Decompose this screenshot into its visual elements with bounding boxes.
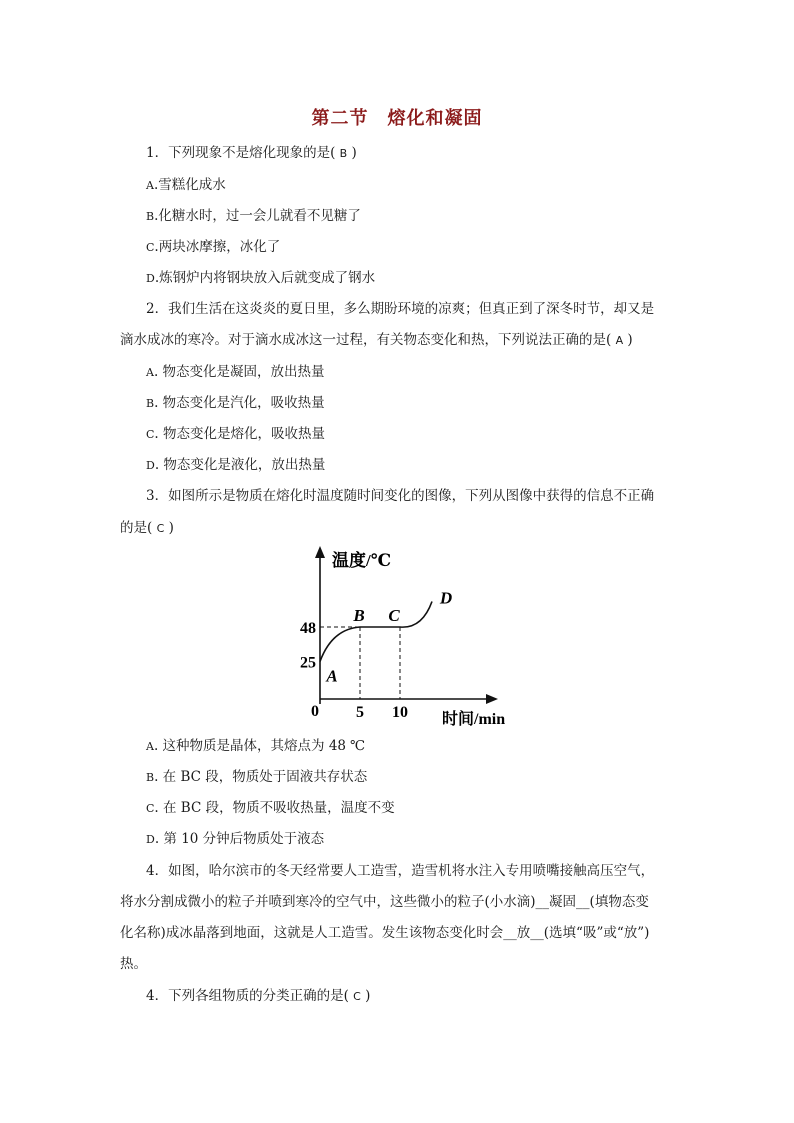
question-3-option-a: A. 这种物质是晶体，其熔点为 48 ℃ — [146, 738, 366, 754]
point-label-d: D — [439, 588, 453, 608]
y-tick-label-48: 48 — [300, 620, 316, 637]
question-1-option-c: C.两块冰摩擦，冰化了 — [146, 239, 281, 255]
question-1-option-b: B.化糖水时，过一会儿就看不见糖了 — [146, 208, 361, 224]
question-1-stem — [146, 143, 357, 164]
question-2-option-c: C. 物态变化是熔化，吸收热量 — [146, 426, 326, 442]
x-axis-arrow — [486, 694, 498, 704]
question-2-option-a: A. 物态变化是凝固，放出热量 — [146, 364, 325, 380]
question-2-option-b: B. 物态变化是汽化，吸收热量 — [146, 395, 325, 411]
question-4a-line1: 4．如图，哈尔滨市的冬天经常要人工造雪，造雪机将水注入专用喷嘴接触高压空气， — [146, 863, 655, 879]
question-3-option-c: C. 在 BC 段，物质不吸收热量，温度不变 — [146, 800, 395, 816]
question-2-stem-line1: 2．我们生活在这炎炎的夏日里，多么期盼环境的凉爽；但真正到了深冬时节，却又是 — [146, 301, 655, 317]
question-1-option-d: D.炼钢炉内将钢块放入后就变成了钢水 — [146, 270, 376, 286]
y-tick-label-25: 25 — [300, 654, 316, 672]
question-1-close: ) — [351, 145, 357, 161]
question-4a-line3: 化名称)成冰晶落到地面，这就是人工造雪。发生该物态变化时会__放__(选填“吸”或“放”) — [120, 925, 650, 941]
y-axis-label: 温度/℃ — [332, 551, 392, 570]
x-axis-label: 时间/min — [442, 711, 506, 728]
blank-answer-2: __放__ — [503, 925, 544, 941]
x-tick-label-10: 10 — [392, 704, 408, 721]
point-label-a: A — [326, 666, 338, 686]
question-1-text: 1．下列现象不是熔化现象的是( — [146, 145, 336, 161]
question-3-stem-line1: 3．如图所示是物质在熔化时温度随时间变化的图像，下列从图像中获得的信息不正确 — [146, 488, 655, 504]
blank-answer-1: __凝固__ — [535, 894, 590, 910]
y-axis-arrow — [315, 546, 325, 558]
point-label-c: C — [388, 606, 400, 625]
question-3-option-b: B. 在 BC 段，物质处于固液共存状态 — [146, 769, 368, 785]
question-3-stem-line2: 的是( C ) — [120, 520, 174, 536]
question-1-option-a: A.雪糕化成水 — [146, 177, 226, 193]
question-3-answer: C — [156, 522, 165, 535]
question-2-stem-line2: 滴水成冰的寒冷。对于滴水成冰这一过程，有关物态变化和热，下列说法正确的是( A ) — [120, 332, 633, 348]
question-4a-line4: 热。 — [120, 956, 147, 972]
question-1-answer: B — [339, 147, 348, 160]
question-3-option-d: D. 第 10 分钟后物质处于液态 — [146, 831, 325, 847]
question-4a-line2: 将水分割成微小的粒子并喷到寒冷的空气中，这些微小的粒子(小水滴)__凝固__(填物态变 — [120, 894, 649, 910]
melting-curve — [320, 602, 432, 662]
melting-curve-chart — [290, 544, 530, 730]
page-title: 第二节 熔化和凝固 — [311, 108, 483, 129]
x-tick-label-5: 5 — [356, 704, 364, 721]
point-label-b: B — [353, 606, 365, 625]
question-4b-answer: C — [353, 990, 361, 1003]
origin-label: 0 — [311, 703, 319, 720]
question-2-answer: A — [615, 334, 624, 347]
question-4b-stem: 4．下列各组物质的分类正确的是( C ) — [146, 988, 371, 1004]
question-2-option-d: D. 物态变化是液化，放出热量 — [146, 457, 326, 473]
